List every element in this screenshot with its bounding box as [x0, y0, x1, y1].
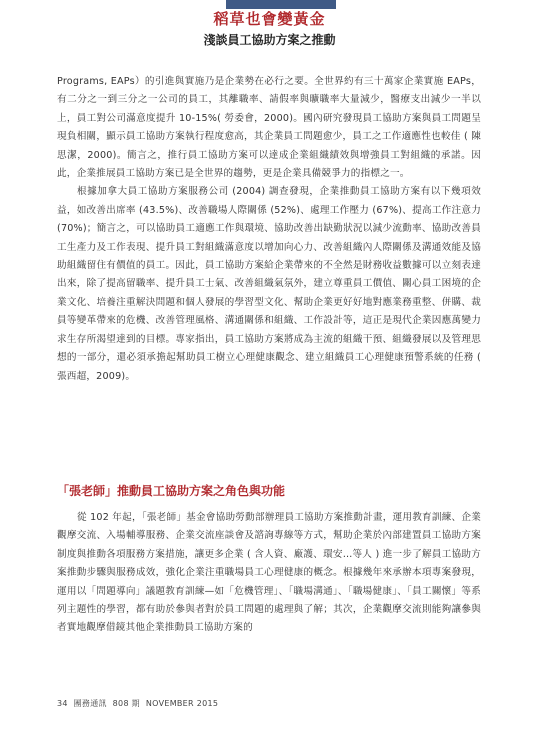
page-footer [57, 698, 221, 709]
issue-date: NOVEMBER 2015 [145, 699, 219, 708]
page-subtitle: 淺談員工協助方案之推動 [203, 33, 336, 47]
page-title: 稻草也會變黃金 [213, 10, 326, 28]
section-body [57, 509, 481, 638]
section-heading: 「張老師」推動員工協助方案之角色與功能 [57, 484, 286, 498]
publication-name: 團務通訊 [73, 699, 107, 708]
paragraph-2: 根據加拿大員工協助方案服務公司 (2004) 調查發現，企業推動員工協助方案有以下幾項效益，如改善出席率 (43.5%)、改善職場人際關係 (52%)、處理工作壓力 (67%)、提高工作注意力 (70%)；簡言之，可以協助員工適應工作與環境、協助改善出缺勤狀況以減少流動率、協助改善員工生產力及工作表現、提升員工對組織滿意度以增加向心力、改善組織內人際關係及溝通效能及協助組織留住有價值的員工。因此，員工協助方案給企業帶來的不全然是財務收益數據可以立刻表達出來，除了提高留職率、提升員工士氣、改善組織氣氛外，建立尊重員工價值、關心員工困境的企業文化、培養注重解決問題和個人發展的學習型文化、幫助企業更好好地對應業務重整、併購、裁員等變革帶來的危機、改善管理風格、溝通關係和組織、工作設計等，這正是現代企業因應萬變力求生存所渴望達到的目標。專家指出，員工協助方案將成為主流的組織干預、組織發展以及管理思想的一部分，還必須承擔起幫助員工樹立心理健康觀念、建立組織員工心理健康預警系統的任務 ( 張西超，2009)。 [57, 186, 481, 382]
issue-number: 808 期 [112, 699, 140, 708]
page-number: 34 [57, 699, 68, 708]
section-paragraph: 從 102 年起，「張老師」基金會協助勞動部辦理員工協助方案推動計畫，運用教育訓練、企業觀摩交流、入場輔導服務、企業交流座談會及諮詢專線等方式，幫助企業於內部建置員工協助方案制度與推動各項服務方案措施，讓更多企業 ( 含人資、廠護、環安…等人 ) 進一步了解員工協助方案推動步驟與服務成效，強化企業注重職場員工心理健康的概念。根據幾年來承辦本項專案發現，運用以「問題導向」議題教育訓練—如「危機管理」、「職場溝通」、「職場健康」、「員工關懷」等系列主題性的學習，都有助於參與者對於員工問題的處理與了解；其次，企業觀摩交流則能夠讓參與者實地觀摩借鏡其他企業推動員工協助方案的 [57, 512, 481, 634]
paragraph-1: Programs, EAPs）的引進與實施乃是企業勢在必行之要。全世界約有三十萬家企業實施 EAPs，有二分之一到三分之一公司的員工，其離職率、請假率與曠職率大量減少，醫療支出減少一半以上，員工對公司滿意度提升 10-15%( 勞委會，2000)。國內研究發現員工協助方案與員工問題呈現負相關，顯示員工協助方案執行程度愈高，其企業員工問題愈少，員工之工作適應性也較佳 ( 陳思潔，2000)。簡言之，推行員工協助方案可以達成企業組織績效與增強員工對組織的承諾。因此，企業推展員工協助方案已是全世界的趨勢，更是企業具備競爭力的指標之一。 [57, 76, 481, 180]
article-body [57, 73, 481, 386]
